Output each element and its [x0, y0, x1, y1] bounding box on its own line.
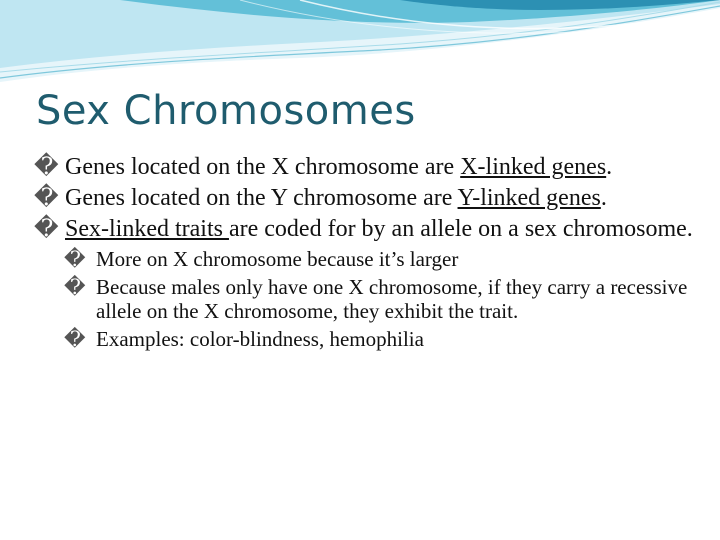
bullet-text: Examples: color-blindness, hemophilia	[96, 327, 424, 351]
bullet-marker-icon: �	[64, 247, 86, 271]
bullet-item	[34, 154, 694, 181]
sub-bullet-item	[34, 247, 694, 271]
bullet-text: are coded for by an allele on a sex chromosome.	[228, 216, 693, 242]
bullet-text: .	[600, 185, 607, 211]
bullet-text: Because males only have one X chromosome, if they carry a recessive allele on the X chromosome, they exhibit the trait.	[96, 275, 688, 323]
bullet-marker-icon: �	[64, 327, 86, 351]
bullet-list	[34, 154, 694, 355]
bullet-marker-icon: �	[64, 275, 86, 299]
underlined-term: X-linked genes	[460, 154, 607, 180]
bullet-text: More on X chromosome because it’s larger	[96, 247, 459, 271]
bullet-marker-icon: �	[34, 154, 59, 180]
bullet-item	[34, 216, 694, 243]
bullet-item	[34, 185, 694, 212]
bullet-marker-icon: �	[34, 216, 59, 242]
bullet-marker-icon: �	[34, 185, 59, 211]
underlined-term: Sex-linked traits	[65, 216, 229, 242]
slide-title: Sex Chromosomes	[36, 88, 416, 134]
bullet-text: Genes located on the X chromosome are	[65, 154, 461, 180]
underlined-term: Y-linked genes	[457, 185, 601, 211]
sub-bullet-item	[34, 275, 694, 323]
header-wave-decoration	[0, 0, 720, 90]
bullet-text: .	[606, 154, 613, 180]
sub-bullet-item	[34, 327, 694, 351]
bullet-text: Genes located on the Y chromosome are	[65, 185, 458, 211]
